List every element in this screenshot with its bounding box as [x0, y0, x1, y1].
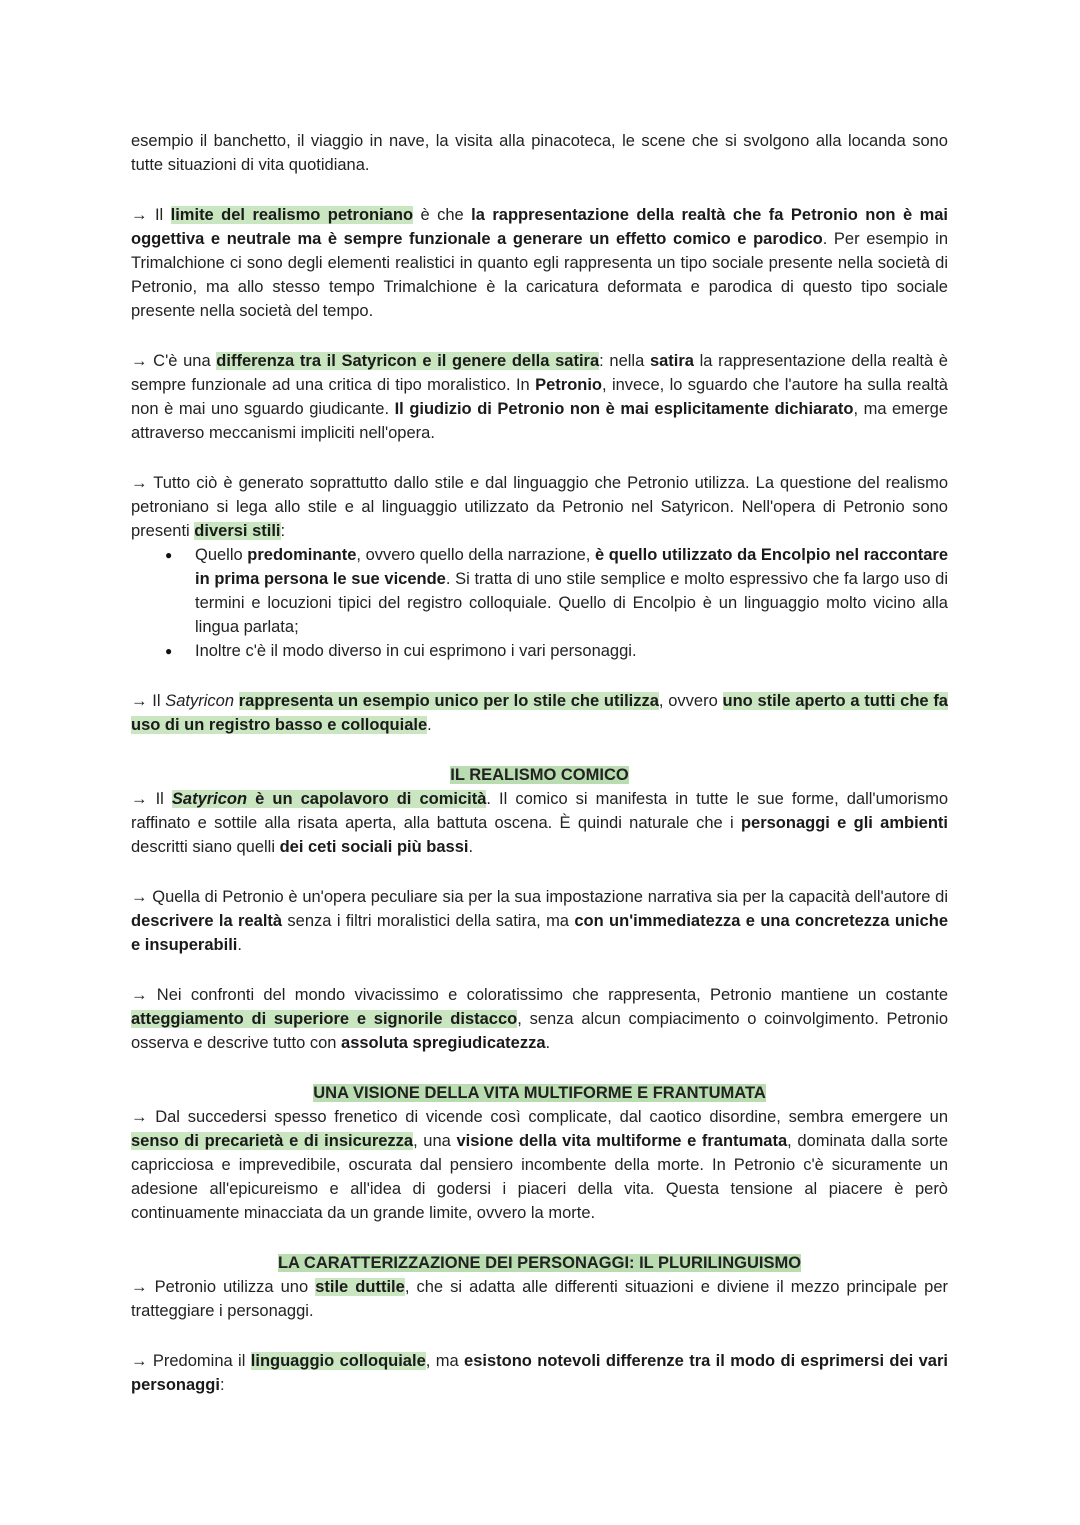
section-heading-visione-vita: UNA VISIONE DELLA VITA MULTIFORME E FRANTUMATA	[313, 1084, 766, 1102]
styles-list	[131, 543, 948, 663]
highlight-term: diversi stili	[194, 522, 281, 540]
section-heading-realismo-comico: IL REALISMO COMICO	[450, 766, 629, 784]
section-heading-plurilinguismo: LA CARATTERIZZAZIONE DEI PERSONAGGI: IL PLURILINGUISMO	[277, 1254, 802, 1272]
highlight-term: stile duttile	[315, 1278, 405, 1296]
highlight-term: differenza tra il Satyricon e il genere della satira	[216, 352, 600, 370]
highlight-term: uno stile aperto a tutti che fa uso di un registro basso e colloquiale	[131, 692, 948, 734]
paragraph-linguaggio-colloquiale: → Predomina il linguaggio colloquiale, ma esistono notevoli differenze tra il modo di esprimersi dei vari personaggi:	[131, 1352, 948, 1394]
paragraph-satire-difference: → C'è una differenza tra il Satyricon e il genere della satira: nella satira la rappresentazione della realtà è sempre funzionale ad una critica di tipo moralistico. In Petronio, invece, lo sguardo che l'autore ha sulla realtà non è mai uno sguardo giudicante. Il giudizio di Petronio non è mai esplicitamente dichiarato, ma emerge attraverso meccanismi impliciti nell'opera.	[131, 352, 948, 442]
list-item: ● Quello predominante, ovvero quello della narrazione, è quello utilizzato da Encolpio nel raccontare in prima persona le sue vicende. Si tratta di uno stile semplice e molto espressivo che fa largo uso di termini e locuzioni tipici del registro colloquiale. Quello di Encolpio è un linguaggio molto vicino alla lingua parlata;	[195, 543, 948, 639]
highlight-term: linguaggio colloquiale	[250, 1352, 426, 1370]
paragraph-distacco: → Nei confronti del mondo vivacissimo e coloratissimo che rappresenta, Petronio mantiene un costante atteggiamento di superiore e signorile distacco, senza alcun compiacimento o coinvolgimento. Petronio osserva e descrive tutto con assoluta spregiudicatezza.	[131, 986, 949, 1052]
paragraph-realism-limit: → Il limite del realismo petroniano è che la rappresentazione della realtà che fa Petronio non è mai oggettiva e neutrale ma è sempre funzionale a generare un effetto comico e parodico. Per esempio in Trimalchione ci sono degli elementi realistici in quanto egli rappresenta un tipo sociale presente nella società di Petronio, ma allo stesso tempo Trimalchione è la caricatura deformata e parodica di questo tipo sociale presente nella società del tempo.	[131, 206, 948, 320]
paragraph-style-language: → Tutto ciò è generato soprattutto dallo stile e dal linguaggio che Petronio utilizza. La questione del realismo petroniano si lega allo stile e al linguaggio utilizzato da Petronio nel Satyricon. Nell'opera di Petronio sono presenti diversi stili:	[131, 474, 948, 540]
paragraph-precarieta: → Dal succedersi spesso frenetico di vicende così complicate, dal caotico disordine, sembra emergere un senso di precarietà e di insicurezza, una visione della vita multiforme e frantumata, dominata dalla sorte capricciosa e imprevedibile, oscurata dal pensiero incombente della morte. In Petronio c'è sicuramente un adesione all'epicureismo e all'idea di godersi i piaceri della vita. Questa tensione al piacere è però continuamente minacciata da un grande limite, ovvero la morte.	[131, 1108, 948, 1222]
paragraph-stile-duttile: → Petronio utilizza uno stile duttile, che si adatta alle differenti situazioni e diviene il mezzo principale per tratteggiare i personaggi.	[131, 1278, 948, 1320]
highlight-term: rappresenta un esempio unico per lo stile che utilizza	[238, 692, 659, 710]
highlight-term: limite del realismo petroniano	[170, 206, 414, 224]
paragraph-opera-peculiare: → Quella di Petronio è un'opera peculiare sia per la sua impostazione narrativa sia per la capacità dell'autore di descrivere la realtà senza i filtri moralistici della satira, ma con un'immediatezza e una concretezza uniche e insuperabili.	[131, 888, 948, 954]
list-item: ● Inoltre c'è il modo diverso in cui esprimono i vari personaggi.	[195, 639, 948, 663]
highlight-term: atteggiamento di superiore e signorile distacco	[131, 1010, 518, 1028]
paragraph-unique-style: → Il Satyricon rappresenta un esempio unico per lo stile che utilizza, ovvero uno stile aperto a tutti che fa uso di un registro basso e colloquiale.	[131, 692, 948, 734]
document-page	[131, 129, 948, 1397]
highlight-term: Satyricon è un capolavoro di comicità	[171, 790, 487, 808]
highlight-term: senso di precarietà e di insicurezza	[131, 1132, 414, 1150]
paragraph-comicita: → Il Satyricon è un capolavoro di comicità. Il comico si manifesta in tutte le sue forme, dall'umorismo raffinato e sottile alla risata aperta, alla battuta oscena. È quindi naturale che i personaggi e gli ambienti descritti siano quelli dei ceti sociali più bassi.	[131, 790, 949, 856]
paragraph-intro-continued: esempio il banchetto, il viaggio in nave, la visita alla pinacoteca, le scene che si svolgono alla locanda sono tutte situazioni di vita quotidiana.	[131, 132, 948, 174]
